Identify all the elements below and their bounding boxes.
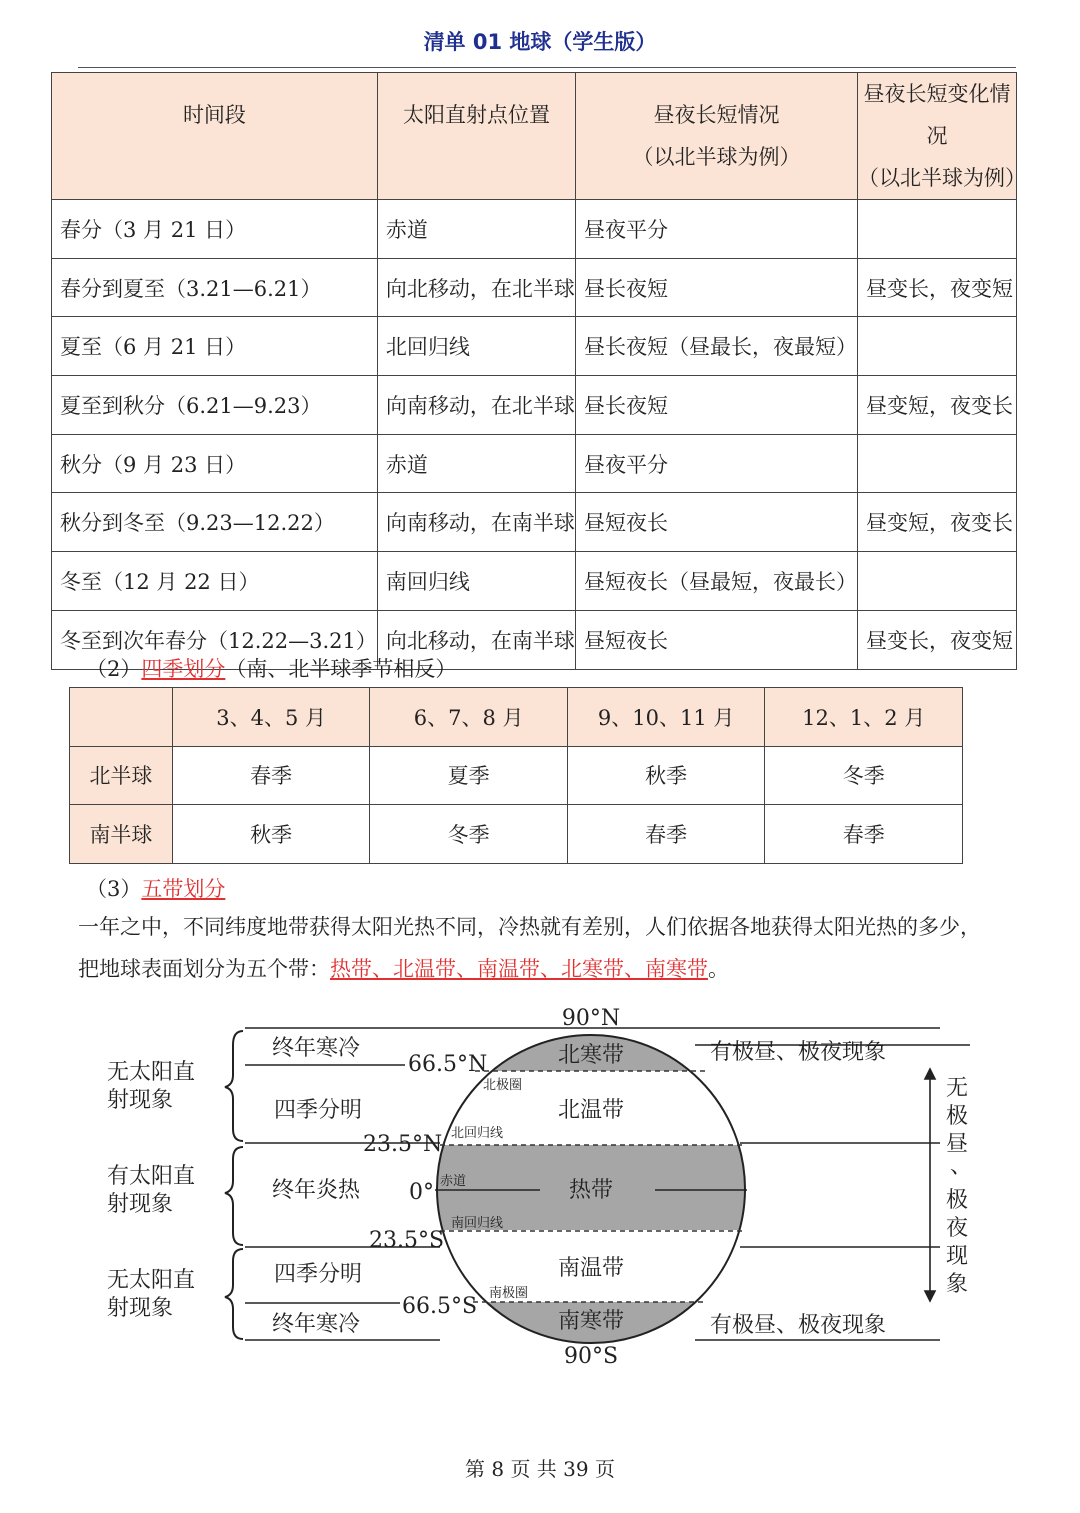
header-month: 6、7、8 月 bbox=[370, 688, 568, 747]
bracket-mid bbox=[225, 1147, 243, 1245]
cell: 昼长夜短 bbox=[576, 376, 858, 435]
right-vertical-char: 、 bbox=[949, 1154, 973, 1179]
cell: 昼短夜长 bbox=[576, 610, 858, 669]
cell: 秋分（9 月 23 日） bbox=[52, 434, 378, 493]
lat-235n-label: 23.5°N bbox=[363, 1132, 443, 1157]
polar-top-label: 有极昼、极夜现象 bbox=[710, 1040, 887, 1065]
right-vertical-char: 昼 bbox=[945, 1132, 969, 1157]
tropic-capricorn-label: 南回归线 bbox=[451, 1216, 504, 1231]
arrow-head-up bbox=[925, 1069, 935, 1079]
climate-cold-bottom: 终年寒冷 bbox=[272, 1312, 361, 1337]
cell: 春分（3 月 21 日） bbox=[52, 200, 378, 259]
cell: 昼短夜长（昼最短，夜最长） bbox=[576, 552, 858, 611]
cell: 昼短夜长 bbox=[576, 493, 858, 552]
zone-south-frigid: 南寒带 bbox=[557, 1309, 625, 1334]
climate-seasons-top: 四季分明 bbox=[274, 1098, 363, 1123]
cell: 秋分到冬至（9.23—12.22） bbox=[52, 493, 378, 552]
bracket-top bbox=[225, 1031, 243, 1141]
climate-seasons-bottom: 四季分明 bbox=[274, 1262, 363, 1287]
cell: 南回归线 bbox=[377, 552, 575, 611]
table-header-row bbox=[70, 688, 963, 747]
table-row bbox=[70, 746, 963, 805]
right-vertical-char: 夜 bbox=[945, 1216, 969, 1241]
table-row bbox=[70, 805, 963, 864]
cell: 昼夜平分 bbox=[576, 434, 858, 493]
title-divider bbox=[78, 67, 1016, 68]
cell: 昼变短，夜变长 bbox=[858, 493, 1017, 552]
cell: 昼长夜短（昼最长，夜最短） bbox=[576, 317, 858, 376]
climate-cold-top: 终年寒冷 bbox=[272, 1036, 361, 1061]
cell: 秋季 bbox=[172, 805, 370, 864]
header-month: 3、4、5 月 bbox=[172, 688, 370, 747]
polar-bottom-label: 有极昼、极夜现象 bbox=[710, 1313, 887, 1338]
left-mid-line1: 有太阳直 bbox=[107, 1164, 196, 1189]
zone-north-frigid: 北寒带 bbox=[557, 1043, 625, 1068]
day-night-table bbox=[51, 72, 1027, 670]
cell: 夏季 bbox=[370, 746, 568, 805]
right-vertical-char: 极 bbox=[945, 1188, 969, 1213]
cell: 向南移动，在南半球 bbox=[377, 493, 575, 552]
section-2-heading: （2）四季划分（南、北半球季节相反） bbox=[86, 657, 457, 681]
table-row bbox=[52, 552, 1017, 611]
header-sun-position: 太阳直射点位置 bbox=[377, 73, 575, 200]
table-row bbox=[52, 493, 1017, 552]
cell: 春分到夏至（3.21—6.21） bbox=[52, 258, 378, 317]
section-3-heading: （3）五带划分 bbox=[86, 877, 226, 901]
header-empty bbox=[70, 688, 173, 747]
table-row bbox=[52, 317, 1017, 376]
left-bottom-line1: 无太阳直 bbox=[107, 1268, 196, 1293]
cell: 春季 bbox=[765, 805, 963, 864]
left-brackets bbox=[225, 1031, 243, 1339]
bracket-bottom bbox=[225, 1249, 243, 1339]
lat-665n-label: 66.5°N bbox=[408, 1052, 488, 1077]
cell: 秋季 bbox=[567, 746, 765, 805]
cell: 昼夜平分 bbox=[576, 200, 858, 259]
right-vertical-char: 无 bbox=[945, 1076, 969, 1101]
lat-90n-label: 90°N bbox=[561, 1006, 621, 1031]
lat-0-label: 0° bbox=[409, 1180, 434, 1205]
page-title: 清单 01 地球（学生版） bbox=[423, 30, 657, 54]
tropic-cancer-label: 北回归线 bbox=[451, 1126, 504, 1141]
right-vertical-char: 象 bbox=[945, 1272, 969, 1297]
cell: 冬季 bbox=[765, 746, 963, 805]
cell: 向北移动，在南半球 bbox=[377, 610, 575, 669]
left-top-line1: 无太阳直 bbox=[107, 1060, 196, 1085]
arrow-head-down bbox=[925, 1291, 935, 1301]
right-vertical-char: 现 bbox=[945, 1244, 969, 1269]
table-header-row bbox=[52, 73, 1017, 200]
table-row bbox=[52, 434, 1017, 493]
seasons-table bbox=[69, 687, 963, 864]
cell: 昼变短，夜变长 bbox=[858, 376, 1017, 435]
right-arrow bbox=[925, 1069, 935, 1301]
header-period: 时间段 bbox=[52, 73, 378, 200]
cell: 赤道 bbox=[377, 200, 575, 259]
zone-north-temperate: 北温带 bbox=[557, 1098, 625, 1123]
zone-south-temperate: 南温带 bbox=[557, 1256, 625, 1281]
climate-hot: 终年炎热 bbox=[272, 1178, 361, 1203]
arctic-circle-label: 北极圈 bbox=[483, 1078, 523, 1093]
left-top-line2: 射现象 bbox=[107, 1088, 174, 1113]
cell: 冬季 bbox=[370, 805, 568, 864]
cell: 北回归线 bbox=[377, 317, 575, 376]
cell: 冬至到次年春分（12.22—3.21） bbox=[52, 610, 378, 669]
cell: 昼变长，夜变短 bbox=[858, 258, 1017, 317]
cell: 夏至到秋分（6.21—9.23） bbox=[52, 376, 378, 435]
antarctic-circle-label: 南极圈 bbox=[489, 1286, 529, 1301]
left-mid-line2: 射现象 bbox=[107, 1192, 174, 1217]
cell bbox=[858, 200, 1017, 259]
header-month: 9、10、11 月 bbox=[567, 688, 765, 747]
right-vertical-char: 极 bbox=[945, 1104, 969, 1129]
cell: 春季 bbox=[567, 805, 765, 864]
header-day-night: 昼夜长短情况 （以北半球为例） bbox=[576, 73, 858, 200]
cell bbox=[858, 317, 1017, 376]
zone-tropical: 热带 bbox=[568, 1178, 614, 1203]
table-row bbox=[52, 376, 1017, 435]
lat-90s-label: 90°S bbox=[563, 1344, 619, 1369]
header-day-night-change: 昼夜长短变化情况 （以北半球为例） bbox=[858, 73, 1017, 200]
cell: 昼长夜短 bbox=[576, 258, 858, 317]
cell: 向南移动，在北半球 bbox=[377, 376, 575, 435]
zones-paragraph: 一年之中，不同纬度地带获得太阳光热不同，冷热就有差别，人们依据各地获得太阳光热的多少， 把地球表面划分为五个带：热带、北温带、南温带、北寒带、南寒带。 bbox=[78, 915, 981, 981]
header-month: 12、1、2 月 bbox=[765, 688, 963, 747]
cell bbox=[858, 434, 1017, 493]
equator-label: 赤道 bbox=[440, 1174, 467, 1189]
cell: 赤道 bbox=[377, 434, 575, 493]
lat-665s-label: 66.5°S bbox=[402, 1294, 478, 1319]
page-number: 第 8 页 共 39 页 bbox=[465, 1457, 615, 1481]
table-row bbox=[52, 200, 1017, 259]
cell bbox=[858, 552, 1017, 611]
cell: 夏至（6 月 21 日） bbox=[52, 317, 378, 376]
row-header: 北半球 bbox=[70, 746, 173, 805]
five-zones-diagram bbox=[95, 995, 975, 1385]
cell: 向北移动，在北半球 bbox=[377, 258, 575, 317]
lat-235s-label: 23.5°S bbox=[369, 1228, 445, 1253]
row-header: 南半球 bbox=[70, 805, 173, 864]
left-bottom-line2: 射现象 bbox=[107, 1296, 174, 1321]
table-row bbox=[52, 258, 1017, 317]
cell: 冬至（12 月 22 日） bbox=[52, 552, 378, 611]
cell: 春季 bbox=[172, 746, 370, 805]
cell: 昼变长，夜变短 bbox=[858, 610, 1017, 669]
